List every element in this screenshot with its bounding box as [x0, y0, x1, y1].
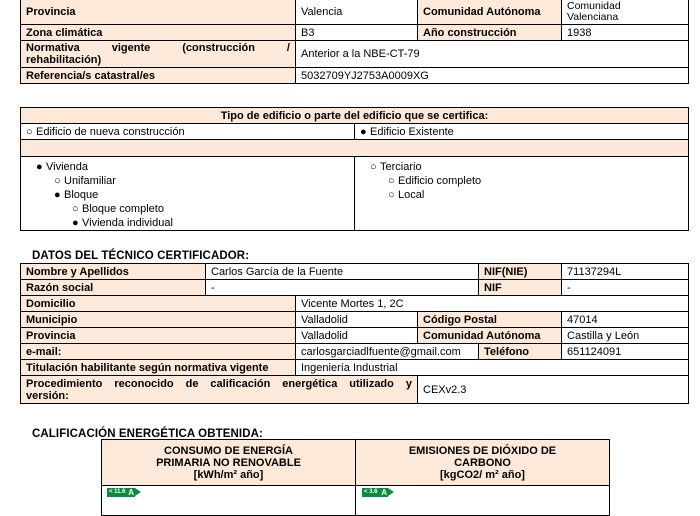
normativa-label	[21, 41, 296, 68]
provincia-tech-label: Provincia	[21, 328, 296, 344]
normativa-label-w4: /	[286, 42, 290, 54]
procedimiento-value: CEXv2.3	[418, 376, 689, 404]
proc-label-line2: versión:	[26, 389, 69, 402]
normativa-label-w2: vigente	[111, 42, 151, 54]
proc-label-w7: y	[405, 377, 412, 390]
titulacion-value: Ingeniería Industrial	[296, 360, 689, 376]
radio-filled-icon: ●	[54, 189, 61, 201]
normativa-label-w3: (construcción	[182, 42, 255, 54]
emisiones-header	[356, 440, 610, 486]
comunidad-label: Comunidad Autónoma	[418, 0, 562, 25]
emisiones-line1: EMISIONES DE DIÓXIDO DE	[408, 444, 557, 457]
option-local-label: Local	[398, 189, 425, 201]
consumo-unit: [kWh/m² año]	[193, 468, 264, 481]
email-value: carlosgarciadlfuente@gmail.com	[296, 344, 479, 360]
nif-nie-value: 71137294L	[562, 264, 689, 280]
option-bloque[interactable]	[54, 189, 98, 201]
cp-label: Código Postal	[418, 312, 562, 328]
telefono-value: 651124091	[562, 344, 689, 360]
technician-table	[20, 263, 689, 404]
cp-value: 47014	[562, 312, 689, 328]
catastral-label: Referencia/s catastral/es	[21, 68, 296, 84]
email-label: e-mail:	[21, 344, 296, 360]
telefono-label: Teléfono	[479, 344, 562, 360]
comunidad-value-line1: Comunidad	[567, 0, 621, 12]
anio-label: Año construcción	[418, 25, 562, 41]
option-nueva[interactable]	[21, 124, 355, 140]
razon-value: -	[206, 280, 479, 296]
emisiones-badge-text: < 3.6	[364, 489, 378, 495]
option-vivienda-individual-label: Vivienda individual	[82, 217, 173, 229]
location-table	[20, 0, 689, 84]
proc-label-w4: calificación	[210, 377, 271, 390]
option-vivienda-label: Vivienda	[46, 161, 88, 173]
option-nueva-label: Edificio de nueva construcción	[36, 125, 185, 138]
provincia-label: Provincia	[21, 0, 296, 25]
comunidad-value	[562, 0, 689, 25]
nombre-label: Nombre y Apellidos	[21, 264, 206, 280]
emisiones-class-a-badge	[362, 488, 388, 497]
proc-label-w2: reconocido	[114, 377, 174, 390]
radio-filled-icon: ●	[360, 125, 367, 138]
procedimiento-label	[21, 376, 418, 404]
option-unifamiliar[interactable]	[54, 175, 116, 187]
provincia-value: Valencia	[296, 0, 418, 25]
normativa-value: Anterior a la NBE-CT-79	[296, 41, 689, 68]
nif-value: -	[562, 280, 689, 296]
option-edificio-completo[interactable]	[388, 175, 481, 187]
option-edificio-completo-label: Edificio completo	[398, 175, 482, 187]
domicilio-value: Vicente Mortes 1, 2C	[296, 296, 689, 312]
option-bloque-completo[interactable]	[72, 203, 164, 215]
proc-label-w5: energética	[282, 377, 338, 390]
municipio-label: Municipio	[21, 312, 296, 328]
radio-empty-icon: ○	[388, 189, 395, 201]
comunidad-tech-label: Comunidad Autónoma	[418, 328, 562, 344]
consumo-badge-letter: A	[128, 488, 134, 497]
option-terciario-label: Terciario	[380, 161, 422, 173]
radio-empty-icon: ○	[26, 125, 33, 138]
municipio-value: Valladolid	[296, 312, 418, 328]
proc-label-w3: de	[185, 377, 199, 390]
building-type-header: Tipo de edificio o parte del edificio que se certifica:	[21, 108, 689, 124]
comunidad-tech-value: Castilla y León	[562, 328, 689, 344]
razon-label: Razón social	[21, 280, 206, 296]
nif-label: NIF	[479, 280, 562, 296]
spacer-row	[21, 140, 689, 157]
emisiones-badge-letter: A	[381, 488, 387, 497]
consumo-header	[102, 440, 356, 486]
option-bloque-completo-label: Bloque completo	[82, 203, 164, 215]
proc-label-w1: Procedimiento	[26, 377, 103, 390]
radio-empty-icon: ○	[370, 161, 377, 173]
domicilio-label: Domicilio	[21, 296, 296, 312]
option-existente-label: Edificio Existente	[370, 125, 454, 138]
rating-section-title: CALIFICACIÓN ENERGÉTICA OBTENIDA:	[32, 428, 263, 440]
zona-value: B3	[296, 25, 418, 41]
anio-value: 1938	[562, 25, 689, 41]
option-terciario[interactable]	[370, 161, 422, 173]
option-local[interactable]	[388, 189, 424, 201]
option-unifamiliar-label: Unifamiliar	[64, 175, 116, 187]
option-vivienda[interactable]	[36, 161, 88, 173]
consumo-line1: CONSUMO DE ENERGÍA	[164, 444, 293, 457]
consumo-badge-text: < 11.6	[109, 489, 126, 495]
radio-empty-icon: ○	[54, 175, 61, 187]
consumo-class-a-badge	[107, 488, 135, 497]
titulacion-label: Titulación habilitante según normativa vigente	[21, 360, 296, 376]
arrow-right-icon	[388, 488, 394, 496]
provincia-tech-value: Valladolid	[296, 328, 418, 344]
consumo-line2: PRIMARIA NO RENOVABLE	[156, 456, 301, 469]
arrow-right-icon	[135, 488, 141, 496]
option-bloque-label: Bloque	[64, 189, 99, 201]
zona-label: Zona climática	[21, 25, 296, 41]
technician-section-title: DATOS DEL TÉCNICO CERTIFICADOR:	[32, 250, 250, 262]
radio-empty-icon: ○	[388, 175, 395, 187]
normativa-label-w1: Normativa	[26, 42, 80, 54]
radio-empty-icon: ○	[72, 203, 79, 215]
emisiones-line2: CARBONO	[454, 456, 511, 469]
option-vivienda-individual[interactable]	[72, 217, 173, 229]
nombre-value: Carlos García de la Fuente	[206, 264, 479, 280]
comunidad-value-line2: Valenciana	[567, 11, 619, 23]
catastral-value: 5032709YJ2753A0009XG	[296, 68, 689, 84]
radio-filled-icon: ●	[72, 217, 79, 229]
normativa-label-line2: rehabilitación)	[26, 54, 102, 66]
proc-label-w6: utilizado	[349, 377, 394, 390]
rating-table	[101, 439, 610, 516]
option-existente[interactable]	[355, 124, 689, 140]
radio-filled-icon: ●	[36, 161, 43, 173]
nif-nie-label: NIF(NIE)	[479, 264, 562, 280]
emisiones-unit: [kgCO2/ m² año]	[440, 468, 525, 481]
